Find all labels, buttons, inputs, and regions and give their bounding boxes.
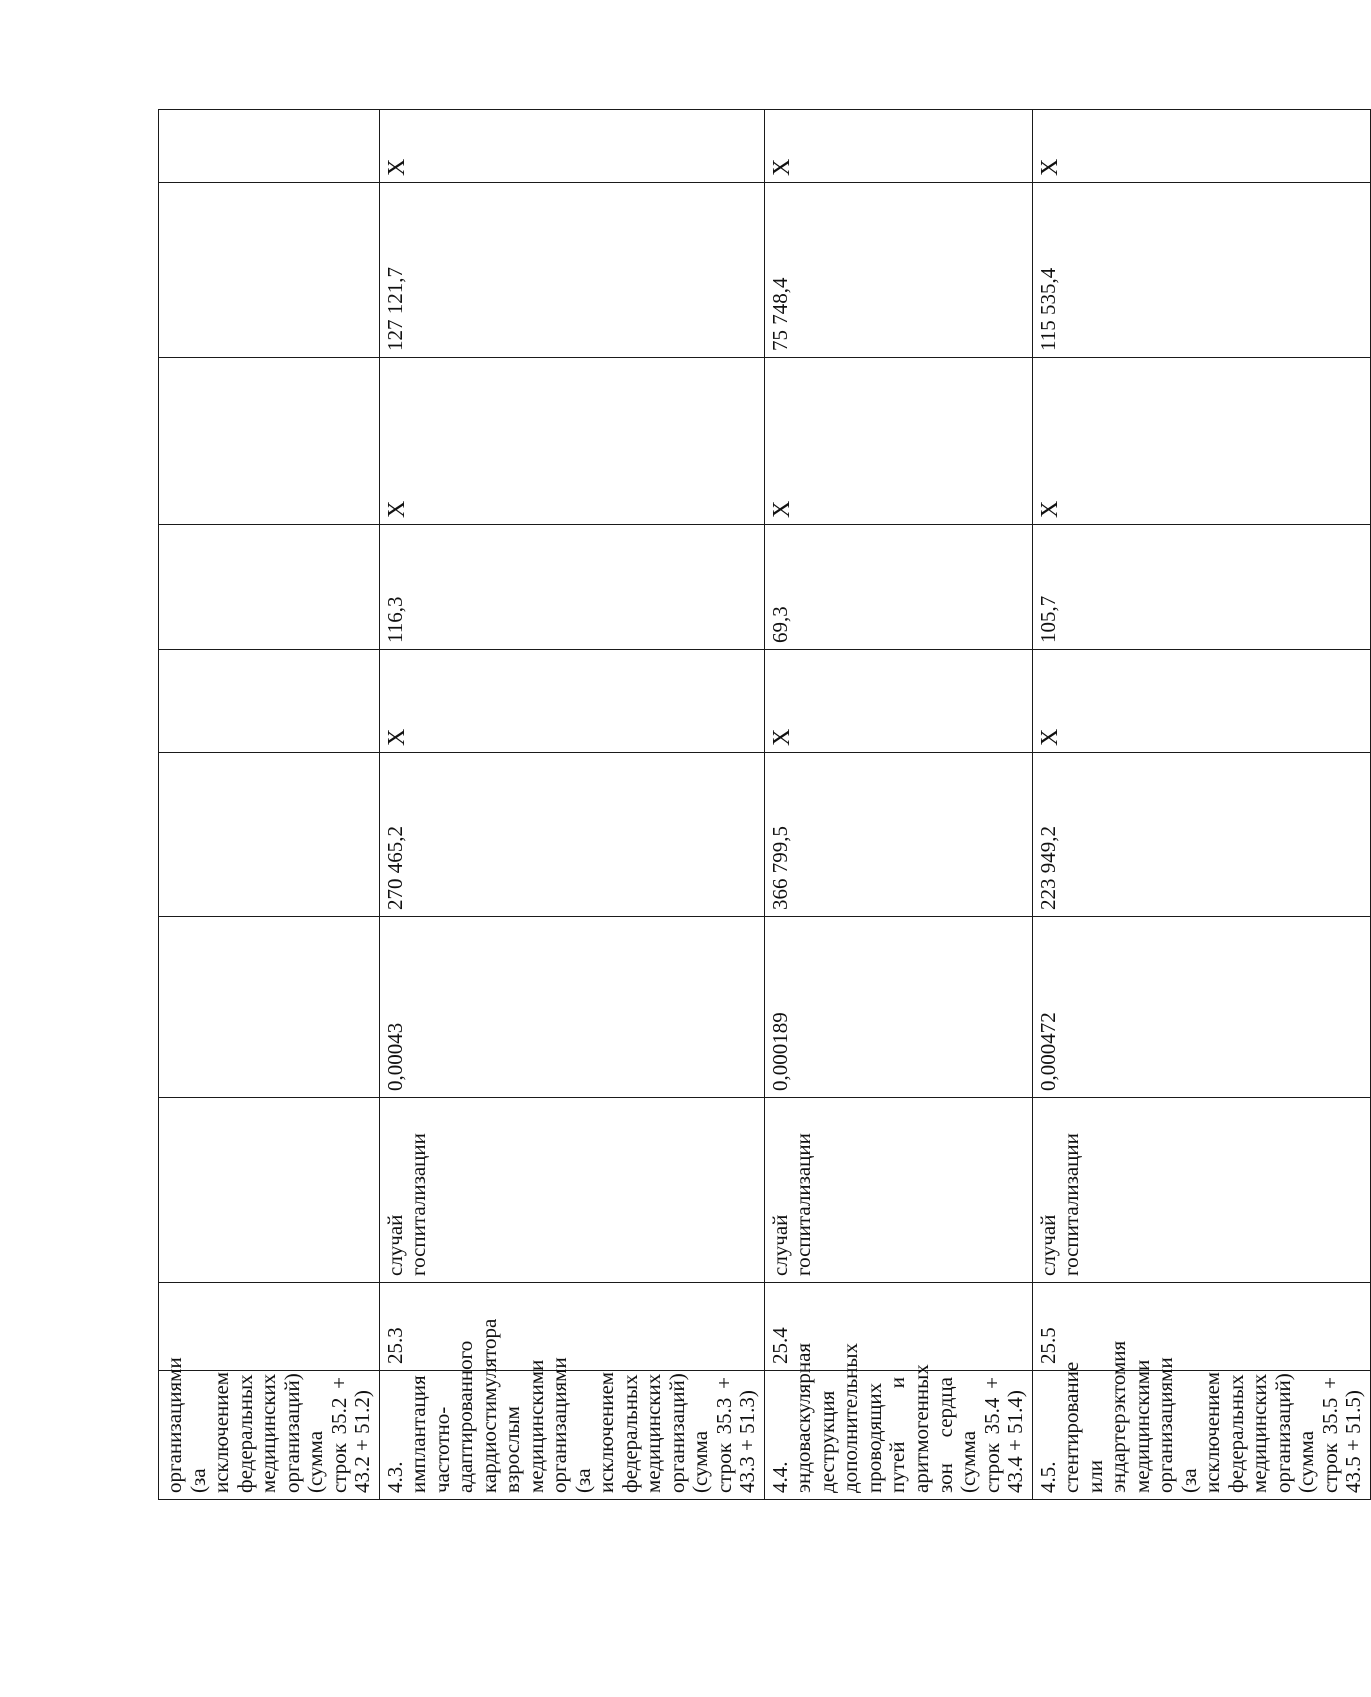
row-norm-volume: 0,000472 [1032,917,1370,1098]
row-line-number: 25.4 [764,1283,1032,1371]
table-row [764,110,1032,1500]
row-col10 [159,110,380,183]
row-col6 [159,650,380,753]
row-norm-volume: 0,00043 [379,917,764,1098]
table-row [159,110,380,1500]
row-col6: X [764,650,1032,753]
row-col8: X [1032,358,1370,525]
row-col6: X [379,650,764,753]
row-col7: 105,7 [1032,525,1370,650]
row-col8 [159,358,380,525]
row-line-number: 25.5 [1032,1283,1370,1371]
row-col7: 116,3 [379,525,764,650]
row-unit [159,1098,380,1283]
row-norm-volume: 0,000189 [764,917,1032,1098]
row-unit: случай госпитализации [379,1098,764,1283]
rotated-table-container [158,110,1366,1500]
row-description: 4.5. стентирование или эндартерэктомия медицинскими организациями (за исключением федеральных медицинских организаций) (сумма строк 35.5 + 43.5 + 51.5) [1032,1371,1370,1500]
table-row [1032,110,1370,1500]
row-norm-volume [159,917,380,1098]
row-description: 4.4. эндоваскулярная деструкция дополнительных проводящих путей и аритмогенных зон сердца (сумма строк 35.4 + 43.4 + 51.4) [764,1371,1032,1500]
row-norm-cost: 270 465,2 [379,753,764,917]
row-col9: 115 535,4 [1032,183,1370,358]
row-line-number: 25.3 [379,1283,764,1371]
row-col7 [159,525,380,650]
table-row [379,110,764,1500]
row-unit: случай госпитализации [764,1098,1032,1283]
row-col8: X [379,358,764,525]
row-norm-cost [159,753,380,917]
row-line-number [159,1283,380,1371]
row-col7: 69,3 [764,525,1032,650]
row-norm-cost: 223 949,2 [1032,753,1370,917]
row-col8: X [764,358,1032,525]
row-description: организациями (за исключением федеральных медицинских организаций) (сумма строк 35.2 + 43.2 + 51.2) [159,1371,380,1500]
row-col9: 127 121,7 [379,183,764,358]
row-col10: X [1032,110,1370,183]
row-col10: X [764,110,1032,183]
row-unit: случай госпитализации [1032,1098,1370,1283]
row-description: 4.3. имплантация частотно-адаптированного кардиостимулятора взрослым медицинскими организациями (за исключением федеральных медицинских организаций) (сумма строк 35.3 + 43.3 + 51.3) [379,1371,764,1500]
row-col6: X [1032,650,1370,753]
row-col9 [159,183,380,358]
row-col9: 75 748,4 [764,183,1032,358]
row-col10: X [379,110,764,183]
financing-table [158,109,1371,1500]
row-norm-cost: 366 799,5 [764,753,1032,917]
